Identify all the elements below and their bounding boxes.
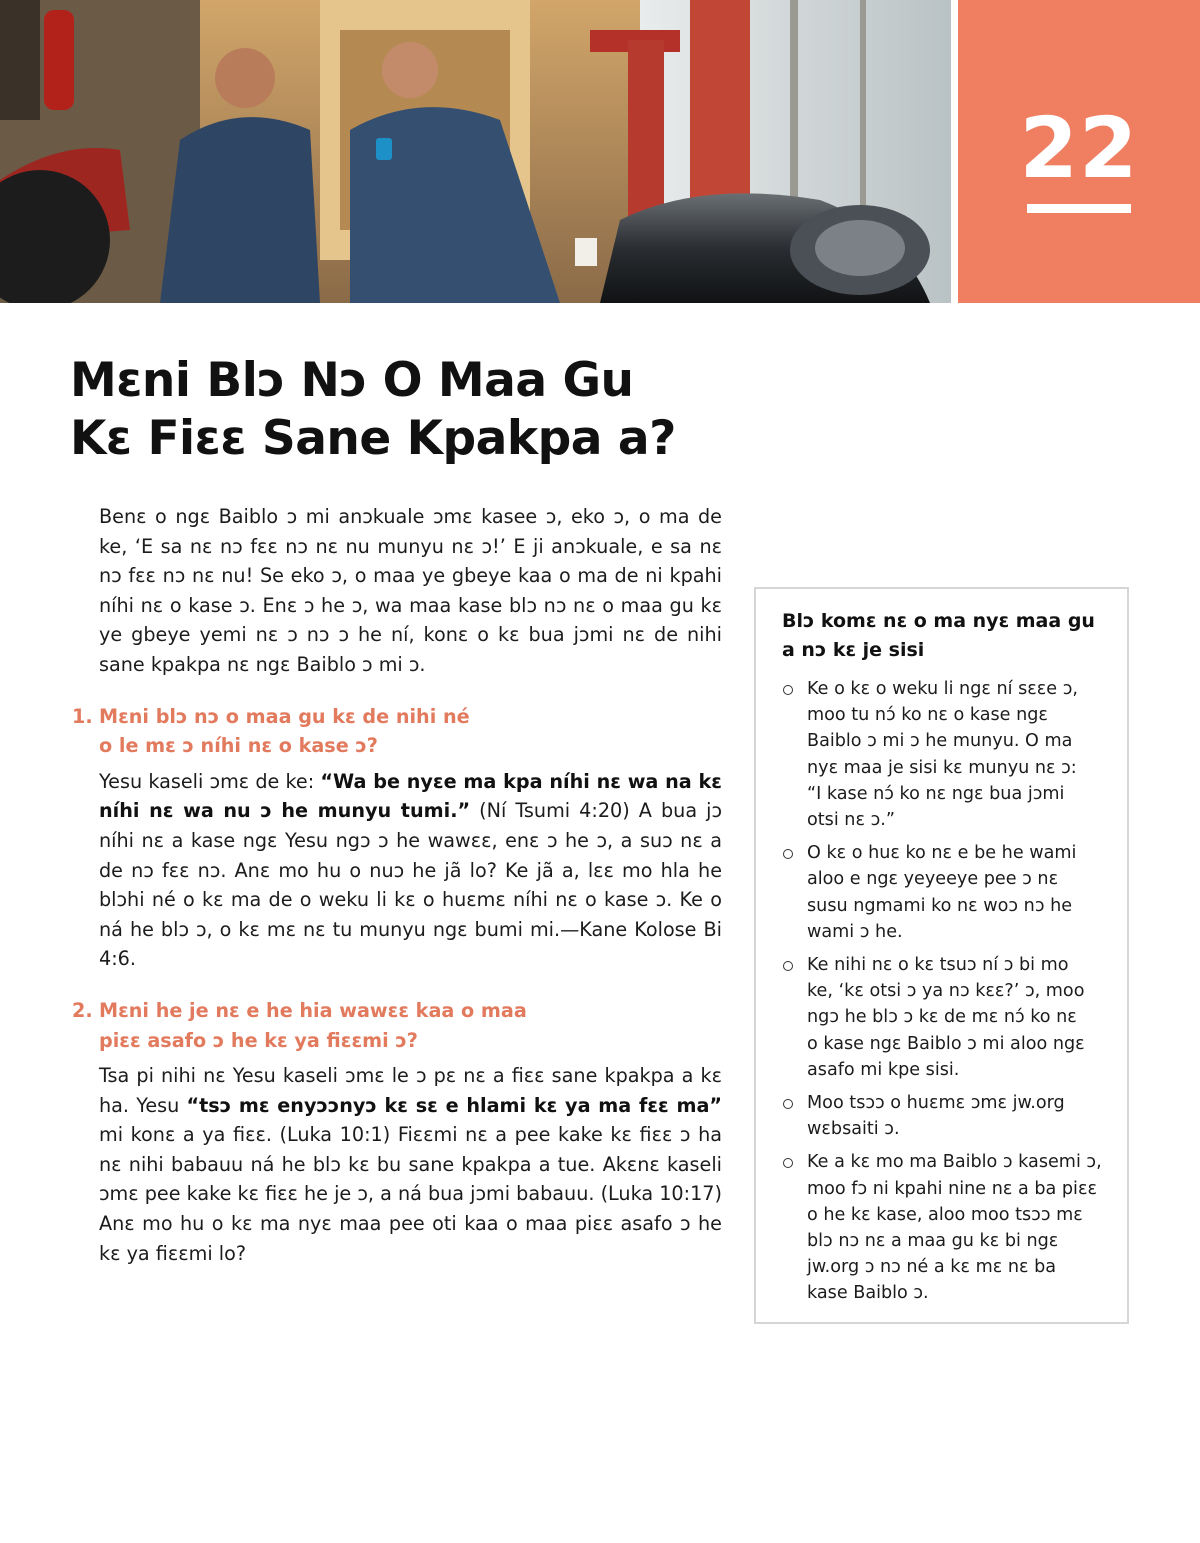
tip-line: ngɔ he blɔ ɔ kɛ de mɛ nɔ́ ko nɛ <box>807 1007 1077 1028</box>
tip-line: ke, ‘kɛ otsi ɔ ya nɔ kɛɛ?’ ɔ, moo <box>807 981 1085 1002</box>
tip-line: nyɛ maa je sisi kɛ munyu nɛ ɔ: <box>807 757 1077 778</box>
page-title <box>70 352 770 468</box>
lesson-number-underline <box>1027 204 1131 213</box>
section-1-quote: “Wa be nyɛe ma kpa níhi nɛ wa na kɛ níhi nɛ wa nu ɔ he munyu tumi.” <box>99 769 722 823</box>
section-1-text-rest: (Ní Tsumi 4:20) A bua jɔ níhi nɛ a kase ngɛ Yesu ngɔ ɔ he wawɛɛ, enɛ ɔ he ɔ, a suɔ nɛ a de nɔ fɛɛ nɔ. Anɛ mo hu o nuɔ he jã lo? Ke jã a, lɛɛ mo hla he blɔhi né o kɛ ma de o weku li kɛ o huɛmɛ níhi nɛ o kase ɔ. Ke o ná he blɔ ɔ, o kɛ mɛ nɛ tu munyu ngɛ bumi mi.—Kane Kolose Bi 4:6. <box>99 799 723 971</box>
circle-bullet-icon <box>783 849 793 859</box>
sidebar-title-line-2: a nɔ kɛ je sisi <box>782 639 925 661</box>
tip-line: wami ɔ he. <box>807 921 903 942</box>
circle-bullet-icon <box>783 1099 793 1109</box>
tip-line: blɔ nɔ nɛ a maa gu kɛ bi ngɛ <box>807 1231 1059 1252</box>
tip-line: moo tu nɔ́ ko nɛ o kase ngɛ <box>807 705 1048 726</box>
page-title-line-1: Mɛni Blɔ Nɔ O Maa Gu <box>70 353 634 408</box>
tip-line: Ke o kɛ o weku li ngɛ ní sɛɛe ɔ, <box>807 679 1078 699</box>
sidebar-title-line-1: Blɔ komɛ nɛ o ma nyɛ maa gu <box>782 610 1095 632</box>
tip-line: “I kase nɔ́ ko nɛ ngɛ bua jɔmi <box>807 783 1065 804</box>
tip-line: o he kɛ kase, aloo moo tsɔɔ mɛ <box>807 1204 1083 1225</box>
tip-line: moo fɔ ni kpahi nine nɛ a ba piɛɛ <box>807 1178 1097 1199</box>
question-2-line-2: piɛɛ asafo ɔ he kɛ ya fiɛɛmi ɔ? <box>99 1028 418 1052</box>
question-1 <box>72 702 722 761</box>
tip-item <box>782 1149 1117 1306</box>
question-1-number: 1. <box>72 704 93 728</box>
tip-item <box>782 840 1117 945</box>
header-photo <box>0 0 951 303</box>
tip-line: O kɛ o huɛ ko nɛ e be he wami <box>807 843 1077 864</box>
question-1-line-2: o le mɛ ɔ níhi nɛ o kase ɔ? <box>99 734 378 758</box>
tip-line: aloo e ngɛ yeyeeye pee ɔ nɛ <box>807 869 1059 890</box>
section-2-text-lead: Tsa pi nihi nɛ Yesu kaseli ɔmɛ le ɔ pɛ nɛ a fiɛɛ sane kpakpa a kɛ ha. Yesu <box>99 1064 722 1117</box>
question-2-number: 2. <box>72 998 93 1022</box>
section-1-text-lead: Yesu kaseli ɔmɛ de ke: <box>99 769 321 793</box>
tip-line: Ke a kɛ mo ma Baiblo ɔ kasemi ɔ, <box>807 1152 1102 1173</box>
section-2-text-rest: mi konɛ a ya fiɛɛ. (Luka 10:1) Fiɛɛmi nɛ a pee kake kɛ fiɛɛ ɔ ha nɛ nihi babauu ná he blɔ kɛ bu sane kpakpa a tue. Akɛnɛ kaseli ɔmɛ pee kake kɛ fiɛɛ he je ɔ, a ná bua jɔmi babauu. (Luka 10:17) Anɛ mo hu o kɛ ma nyɛ maa pee oti kaa o maa piɛɛ asafo ɔ he kɛ ya fiɛɛmi lo? <box>99 1123 722 1265</box>
section-1-paragraph <box>99 767 722 974</box>
lesson-number-box <box>958 0 1200 303</box>
question-2-line-1: Mɛni he je nɛ e he hia wawɛɛ kaa o maa <box>99 998 527 1022</box>
question-2 <box>72 996 722 1055</box>
section-2-paragraph <box>99 1061 722 1268</box>
tip-line: wɛbsaiti ɔ. <box>807 1119 900 1140</box>
tip-line: Baiblo ɔ mi ɔ he munyu. O ma <box>807 731 1073 752</box>
tip-line: o kase ngɛ Baiblo ɔ mi aloo ngɛ <box>807 1033 1085 1054</box>
tip-line: jw.org ɔ nɔ né a kɛ mɛ nɛ ba <box>807 1257 1057 1278</box>
tip-line: otsi nɛ ɔ.” <box>807 810 895 831</box>
tip-item <box>782 1090 1117 1142</box>
circle-bullet-icon <box>783 685 793 695</box>
lesson-number: 22 <box>1019 99 1139 197</box>
tips-list <box>782 676 1117 1314</box>
tip-line: asafo mi kpe sisi. <box>807 1059 960 1080</box>
circle-bullet-icon <box>783 961 793 971</box>
intro-paragraph: Benɛ o ngɛ Baiblo ɔ mi anɔkuale ɔmɛ kasee ɔ, eko ɔ, o ma de ke, ‘E sa nɛ nɔ fɛɛ nɔ nɛ nu munyu nɛ ɔ!’ E ji anɔkuale, e sa nɛ nɔ fɛɛ nɔ nɛ nu! Se eko ɔ, o maa ye gbeye kaa o ma de ni kpahi níhi nɛ o kase ɔ. Enɛ ɔ he ɔ, wa maa kase blɔ nɔ nɛ o maa gu kɛ ye gbeye yemi nɛ ɔ nɔ ɔ he ní, konɛ o kɛ bua jɔmi nɛ de nihi sane kpakpa nɛ ngɛ Baiblo ɔ mi ɔ. <box>99 505 722 676</box>
main-column <box>72 502 722 1268</box>
circle-bullet-icon <box>783 1158 793 1168</box>
question-1-line-1: Mɛni blɔ nɔ o maa gu kɛ de nihi né <box>99 704 470 728</box>
tips-sidebar <box>754 587 1129 1324</box>
sidebar-title <box>782 607 1112 665</box>
page-title-line-2: Kɛ Fiɛɛ Sane Kpakpa a? <box>70 411 676 466</box>
tip-line: Moo tsɔɔ o huɛmɛ ɔmɛ jw.org <box>807 1093 1065 1114</box>
tip-line: susu ngmami ko nɛ woɔ nɔ he <box>807 895 1073 916</box>
tip-line: Ke nihi nɛ o kɛ tsuɔ ní ɔ bi mo <box>807 955 1069 976</box>
garage-photo-illustration <box>0 0 951 303</box>
tip-line: kase Baiblo ɔ. <box>807 1283 929 1304</box>
tip-item <box>782 952 1117 1083</box>
section-2-quote: “tsɔ mɛ enyɔɔnyɔ kɛ sɛ e hlami kɛ ya ma fɛɛ ma” <box>186 1093 722 1117</box>
tip-item <box>782 676 1117 833</box>
